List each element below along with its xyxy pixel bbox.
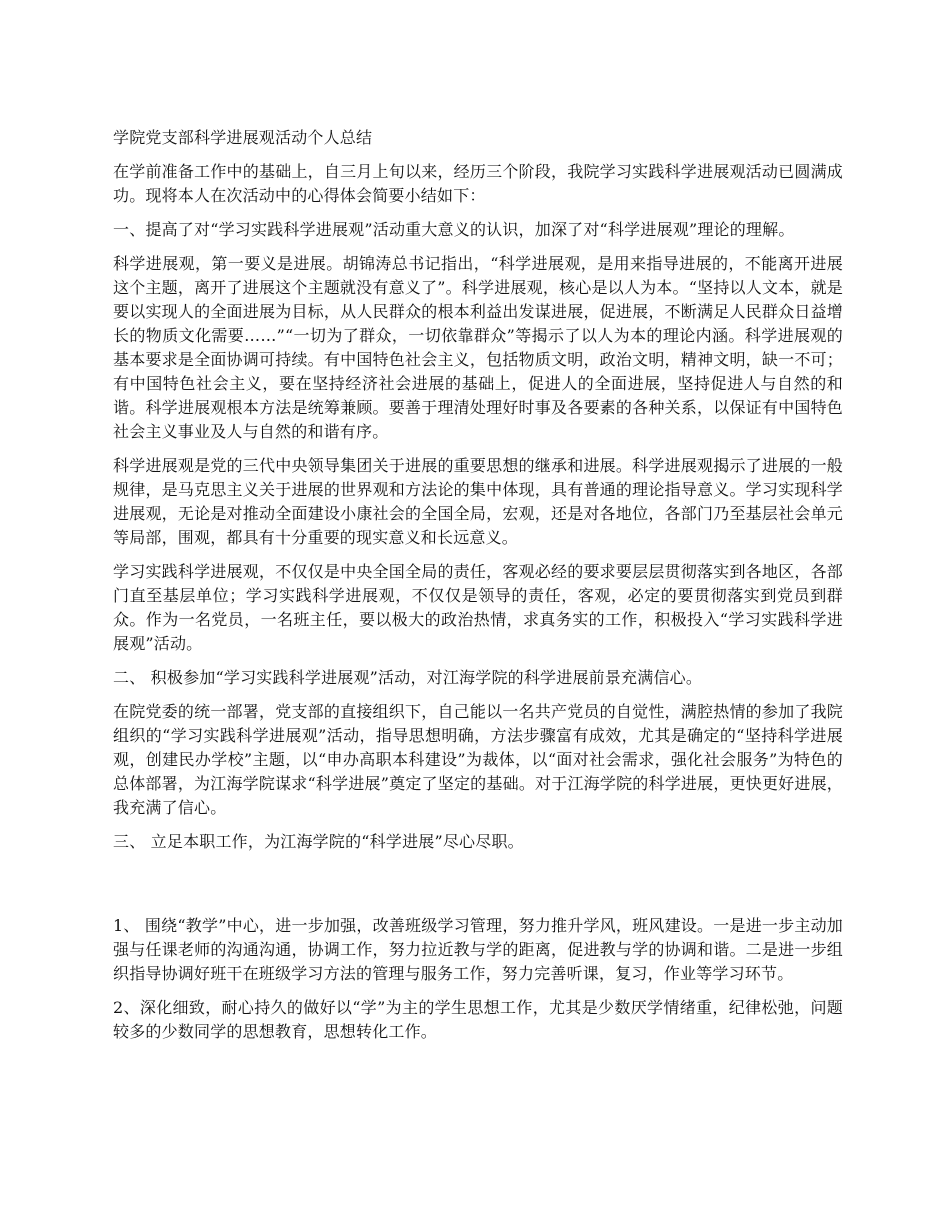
paragraph-body: 科学进展观，第一要义是进展。胡锦涛总书记指出，“科学进展观，是用来指导进展的，不能离开进展这个主题，离开了进展这个主题就没有意义了”。科学进展观，核心是以人为本。“坚持以人文本，就是要以实现人的全面进展为目标，从人民群众的根本利益出发谋进展，促进展，不断满足人民群众日益增长的物质文化需要……”“一切为了群众，一切依靠群众”等揭示了以人为本的理论内涵。科学进展观的基本要求是全面协调可持续。有中国特色社会主义，包括物质文明，政治文明，精神文明，缺一不可；有中国特色社会主义，要在坚持经济社会进展的基础上，促进人的全面进展，坚持促进人与自然的和谐。科学进展观根本方法是统筹兼顾。要善于理清处理好时事及各要素的各种关系，以保证有中国特色社会主义事业及人与自然的和谐有序。 (113, 254, 843, 441)
paragraph-body: 科学进展观是党的三代中央领导集团关于进展的重要思想的继承和进展。科学进展观揭示了进展的一般规律，是马克思主义关于进展的世界观和方法论的集中体现，具有普通的理论指导意义。学习实现科学进展观，无论是对推动全面建设小康社会的全国全局，宏观，还是对各地位，各部门乃至基层社会单元等局部，围观，都具有十分重要的现实意义和长远意义。 (113, 456, 843, 547)
list-item-1: 1、 围绕“教学”中心，进一步加强，改善班级学习管理，努力推升学风，班风建设。一是进一步主动加强与任课老师的沟通沟通，协调工作，努力拉近教与学的距离，促进教与学的协调和谐。二是进一步组织指导协调好班干在班级学习方法的管理与服务工作，努力完善听课，复习，作业等学习环节。 (113, 916, 843, 983)
paragraph-body: 在院党委的统一部署，党支部的直接组织下，自己能以一名共产党员的自觉性，满腔热情的参加了我院组织的“学习实践科学进展观”活动，指导思想明确，方法步骤富有成效，尤其是确定的“坚持科学进展观，创建民办学校”主题，以“申办高职本科建设”为裁体，以“面对社会需求，强化社会服务”为特色的总体部署，为江海学院谋求“科学进展”奠定了坚定的基础。对于江海学院的科学进展，更快更好进展，我充满了信心。 (113, 702, 843, 817)
section-heading-2: 二、 积极参加“学习实践科学进展观”活动，对江海学院的科学进展前景充满信心。 (113, 668, 703, 687)
document-page (113, 126, 843, 1054)
blank-gap (113, 864, 843, 914)
document-title: 学院党支部科学进展观活动个人总结 (113, 128, 373, 147)
paragraph-body: 学习实践科学进展观，不仅仅是中央全国全局的责任，客观必经的要求要层层贯彻落实到各地区，各部门直至基层单位；学习实践科学进展观，不仅仅是领导的责任，客观，必定的要贯彻落实到党员到群众。作为一名党员，一名班主任，要以极大的政治热情，求真务实的工作，积极投入“学习实践科学进展观”活动。 (113, 562, 843, 653)
list-item-2: 2、深化细致，耐心持久的做好以“学”为主的学生思想工作，尤其是少数厌学情绪重，纪律松弛，问题较多的少数同学的思想教育，思想转化工作。 (113, 998, 843, 1041)
paragraph-intro: 在学前准备工作中的基础上，自三月上旬以来，经历三个阶段，我院学习实践科学进展观活动已圆满成功。现将本人在次活动中的心得体会简要小结如下： (113, 162, 843, 205)
section-heading-3: 三、 立足本职工作，为江海学院的“科学进展”尽心尽职。 (113, 832, 524, 851)
section-heading-1: 一、提高了对“学习实践科学进展观”活动重大意义的认识，加深了对“科学进展观”理论的理解。 (113, 220, 795, 239)
